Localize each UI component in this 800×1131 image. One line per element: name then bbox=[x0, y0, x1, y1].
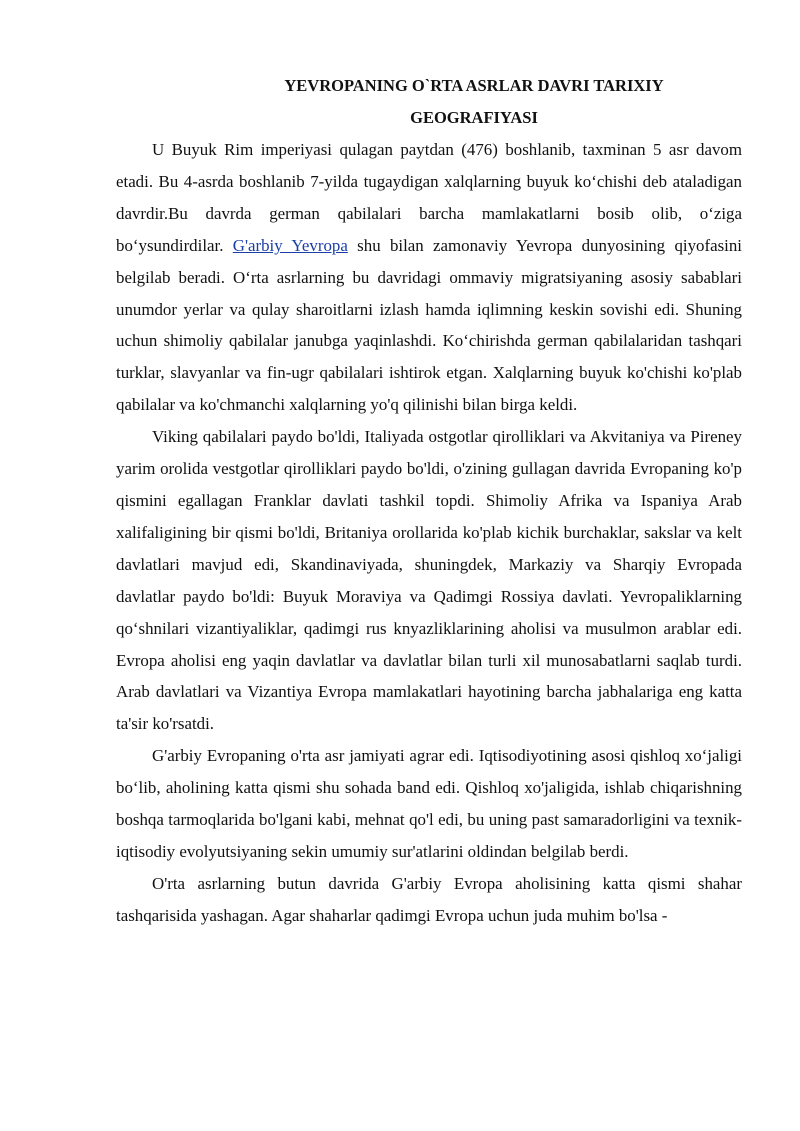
title-line-2: GEOGRAFIYASI bbox=[410, 108, 538, 127]
western-europe-link[interactable]: G'arbiy Yevropa bbox=[232, 235, 348, 255]
title-line-1: YEVROPANING O`RTA ASRLAR DAVRI TARIXIY bbox=[284, 76, 664, 95]
paragraph-3: G'arbiy Evropaning o'rta asr jamiyati agrar edi. Iqtisodiyotining asosi qishloq xo‘jaligi bo‘lib, aholining katta qismi shu sohada band edi. Qishloq xo'jaligida, ishlab chiqarishning boshqa tarmoqlarida bo'lgani kabi, mehnat qo'l edi, bu uning past samaradorligini va texnik-iqtisodiy evolyutsiyaning sekin umumiy sur'atlarini oldindan belgilab berdi. bbox=[116, 746, 742, 861]
paragraph-1 bbox=[116, 134, 742, 421]
document-title bbox=[116, 70, 742, 134]
paragraph-4: O'rta asrlarning butun davrida G'arbiy Evropa aholisining katta qismi shahar tashqarisida yashagan. Agar shaharlar qadimgi Evropa uchun juda muhim bo'lsa - bbox=[116, 873, 742, 925]
paragraph-1-text-start: U Buyuk Rim imperiyasi qulagan paytdan (476) boshlanib, taxminan 5 asr davom etadi. Bu 4-asrda boshlanib 7-yilda tugaydigan xalqlarning buyuk ko‘chishi deb ataladigan davrdir.Bu davrda german qabilalari barcha mamlakatlarni bosib olib, o‘ziga bo‘ysundirdilar. bbox=[116, 140, 742, 255]
paragraph-1-text-end: shu bilan zamonaviy Yevropa dunyosining qiyofasini belgilab beradi. O‘rta asrlarning bu davridagi ommaviy migratsiyaning asosiy sabablari unumdor yerlar va qulay sharoitlarni izlash hamda iqlimning keskin sovishi edi. Shuning uchun shimoliy qabilalar janubga yaqinlashdi. Ko‘chirishda german qabilalaridan tashqari turklar, slavyanlar va fin-ugr qabilalari ishtirok etgan. Xalqlarning buyuk ko'chishi ko'plab qabilalar va ko'chmanchi xalqlarning yo'q qilinishi bilan birga keldi. bbox=[116, 235, 742, 415]
document-page bbox=[116, 70, 742, 932]
paragraph-2: Viking qabilalari paydo bo'ldi, Italiyada ostgotlar qirolliklari va Akvitaniya va Pireney yarim orolida vestgotlar qirolliklari paydo bo'ldi, o'zining gullagan davrida Evropaning ko'p qismini egallagan Franklar davlati tashkil topdi. Shimoliy Afrika va Ispaniya Arab xalifaligining bir qismi bo'ldi, Britaniya orollarida ko'plab kichik burchaklar, sakslar va kelt davlatlari mavjud edi, Skandinaviyada, shuningdek, Markaziy va Sharqiy Evropada davlatlar paydo bo'ldi: Buyuk Moraviya va Qadimgi Rossiya davlati. Yevropaliklarning qo‘shnilari vizantiyaliklar, qadimgi rus knyazliklarining aholisi va musulmon arablar edi. Evropa aholisi eng yaqin davlatlar va davlatlar bilan turli xil munosabatlarni saqlab turdi. Arab davlatlari va Vizantiya Evropa mamlakatlari hayotining barcha jabhalariga eng katta ta'sir ko'rsatdi. bbox=[116, 427, 742, 734]
